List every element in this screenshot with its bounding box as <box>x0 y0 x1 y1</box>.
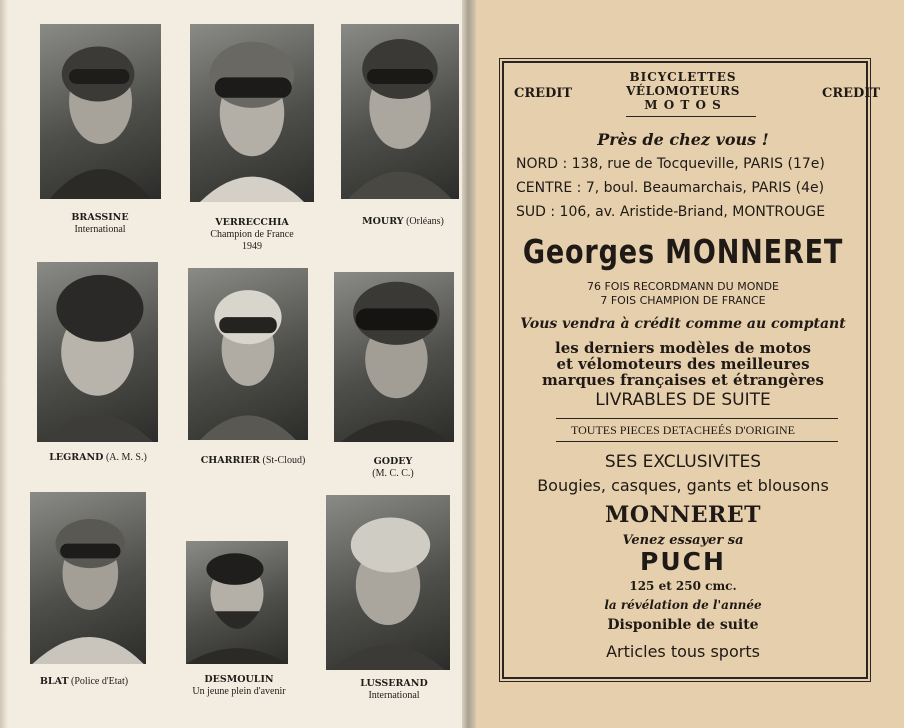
rider-photo-legrand <box>37 262 158 442</box>
record-line-1: 76 FOIS RECORDMANN DU MONDE <box>586 280 780 293</box>
header-motos: M O T O S <box>644 98 722 112</box>
monneret-name: Georges MONNERET <box>522 232 844 271</box>
rider-photo-godey <box>334 272 454 442</box>
credit-tagline: Vous vendra à crédit comme au comptant <box>520 316 846 332</box>
brand-monneret: MONNERET <box>605 502 761 528</box>
parts-text: TOUTES PIECES DETACHEÉS D'ORIGINE <box>571 423 795 437</box>
available-text: Disponible de suite <box>607 617 759 633</box>
address-centre: CENTRE : 7, boul. Beaumarchais, PARIS (4e) <box>516 180 825 196</box>
try-text: Venez essayer sa <box>622 533 744 548</box>
rider-photo-verrecchia <box>190 24 314 202</box>
rider-photo-blat <box>30 492 146 664</box>
advertisement-page <box>476 0 904 728</box>
exclusives-list: Bougies, casques, gants et blousons <box>537 476 829 495</box>
exclusives-title: SES EXCLUSIVITES <box>604 452 762 472</box>
credit-label-right: CREDIT <box>822 86 881 101</box>
parts-rule-bottom <box>556 441 838 442</box>
revelation-text: la révélation de l'année <box>604 598 762 612</box>
rider-caption: GODEY (M. C. C.) <box>372 456 414 479</box>
models-line-2: et vélomoteurs des meilleures <box>556 355 810 373</box>
address-nord: NORD : 138, rue de Tocqueville, PARIS (17e) <box>516 156 825 172</box>
rider-photo-brassine <box>40 24 161 199</box>
header-rule <box>626 116 756 117</box>
page-gutter <box>462 0 476 728</box>
credit-label-left: CREDIT <box>514 86 573 101</box>
rider-photo-lusserand <box>326 495 450 670</box>
puch-brand: PUCH <box>640 547 726 576</box>
address-sud: SUD : 106, av. Aristide-Briand, MONTROUGE <box>516 204 826 220</box>
rider-caption: BLAT (Police d'Etat) <box>39 676 129 687</box>
rider-caption: DESMOULIN Un jeune plein d'avenir <box>192 674 286 697</box>
models-line-3: marques françaises et étrangères <box>542 371 824 389</box>
rider-photo-moury <box>341 24 459 199</box>
sports-text: Articles tous sports <box>606 642 760 661</box>
rider-caption: CHARRIER (St-Cloud) <box>200 455 306 466</box>
models-line-1: les derniers modèles de motos <box>555 339 811 357</box>
record-line-2: 7 FOIS CHAMPION DE FRANCE <box>600 294 766 307</box>
cc-text: 125 et 250 cmc. <box>629 579 737 593</box>
rider-caption: VERRECCHIA Champion de France 1949 <box>210 217 294 252</box>
rider-caption: BRASSINE International <box>71 212 129 235</box>
header-bicyclettes: BICYCLETTES <box>629 70 737 84</box>
rider-caption: MOURY (Orléans) <box>362 216 444 227</box>
near-you-heading: Près de chez vous ! <box>597 130 769 149</box>
rider-photo-charrier <box>188 268 308 440</box>
rider-photo-desmoulin <box>186 541 288 664</box>
header-velomoteurs: VÉLOMOTEURS <box>626 84 740 98</box>
delivery-text: LIVRABLES DE SUITE <box>595 390 771 410</box>
rider-caption: LUSSERAND International <box>360 678 428 701</box>
parts-rule-top <box>556 418 838 419</box>
rider-caption: LEGRAND (A. M. S.) <box>49 452 147 463</box>
